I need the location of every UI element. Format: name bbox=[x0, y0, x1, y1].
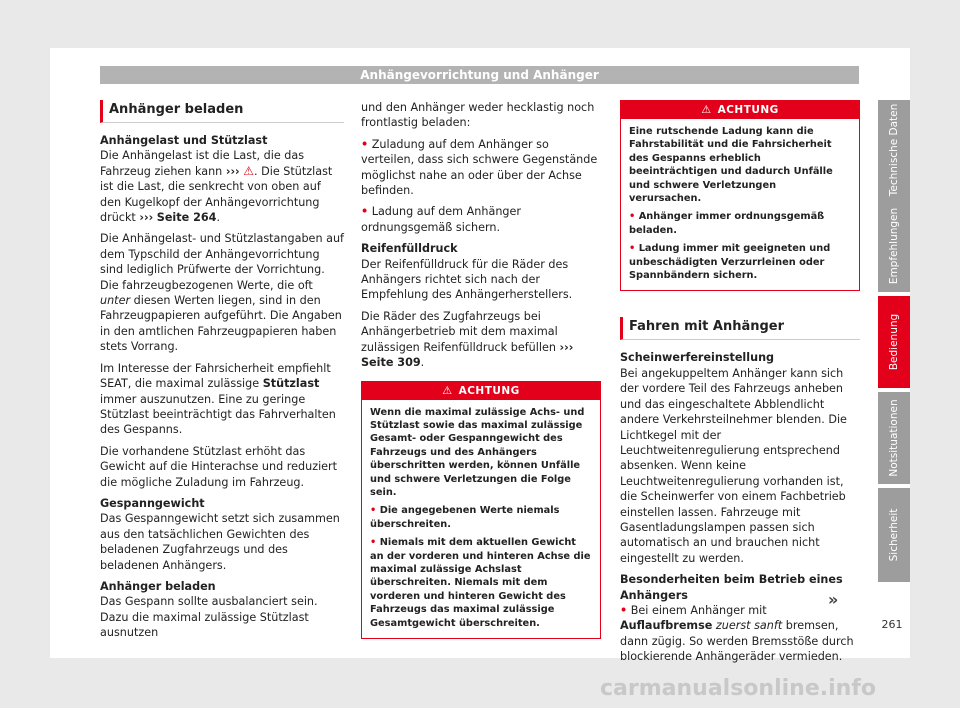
paragraph-stuetzlast bbox=[100, 361, 344, 438]
page-number: 261 bbox=[881, 618, 903, 631]
warning-box bbox=[361, 381, 601, 640]
subheading-reifenfuelldruck: Reifenfülldruck bbox=[361, 242, 458, 256]
section-title-fahren-mit-anhaenger: Fahren mit Anhänger bbox=[620, 317, 860, 340]
warning-header bbox=[362, 382, 600, 400]
paragraph-gespanngewicht: Das Gespanngewicht setzt sich zusammen aus den tatsächlichen Gewichten des beladenen Zugfahrzeugs und des beladenen Anhängers. bbox=[100, 512, 340, 572]
text: Bei einem Anhänger mit bbox=[630, 603, 767, 617]
emphasis: unter bbox=[100, 294, 131, 308]
subheading-gespanngewicht: Gespanngewicht bbox=[100, 496, 205, 510]
warning-bullet bbox=[370, 504, 592, 531]
subheading-anhaengelast: Anhängelast und Stützlast bbox=[100, 134, 268, 147]
paragraph-anhaengelast: Die Anhängelast ist die Last, die das Fahrzeug ziehen kann ››› ⚠. Die Stützlast ist die Last, die senkrecht von oben auf den Kugelkopf der Anhängevorrichtung drückt ››› Seite 264. bbox=[100, 149, 333, 225]
text: immer auszunutzen. Eine zu geringe Stützlast beeinträchtigt das Fahrverhalten des Gespanns. bbox=[100, 392, 336, 437]
paragraph-scheinwerfer: Bei angekuppeltem Anhänger kann sich der vordere Teil des Fahrzeugs anheben und das eingeschaltete Abblendlicht andere Verkehrsteilnehmer blenden. Die Lichtkegel mit der Leuchtweitenregulierung entsprechend absenken. Wenn keine Leuchtweitenregulierung vorhanden ist, die Scheinwerfer von einem Fachbetrieb einstellen lassen. Fahrzeuge mit Gasentladungslampen passen sich automatisch an und brauchen nicht eingestellt zu werden. bbox=[620, 366, 847, 565]
paragraph-zugfahrzeug: Die Räder des Zugfahrzeugs bei Anhängerbetrieb mit dem maximal zulässigen Reifenfülldruck befüllen ››› Seite 309. bbox=[361, 309, 574, 370]
text: diesen Werten liegen, sind in den Fahrzeugpapieren aufgeführt. Die Angaben in den amtlichen Fahrzeugpapieren haben stets Vorrang. bbox=[100, 294, 342, 354]
bullet-icon: • bbox=[629, 211, 636, 223]
paragraph-reifenfuelldruck: Der Reifenfülldruck für die Räder des Anhängers richtet sich nach der Empfehlung des Anhängerherstellers. bbox=[361, 257, 573, 302]
paragraph-beladen: und den Anhänger weder hecklastig noch frontlastig beladen: bbox=[361, 101, 595, 130]
column-1 bbox=[100, 100, 344, 647]
tab-label: Technische Daten bbox=[888, 103, 900, 197]
warning-body bbox=[362, 400, 600, 639]
column-2 bbox=[361, 100, 601, 639]
page-reference-link[interactable]: Seite 264 bbox=[156, 211, 217, 225]
column-3 bbox=[620, 100, 860, 671]
warning-triangle-icon: ⚠ bbox=[243, 163, 254, 178]
tab-label: Sicherheit bbox=[888, 508, 900, 562]
subheading-scheinwerfer: Scheinwerfereinstellung bbox=[620, 351, 775, 365]
section-title-anhaenger-beladen: Anhänger beladen bbox=[100, 100, 344, 123]
text: Die Anhängelast- und Stützlastangaben auf dem Typschild der Anhängevorrichtung sind lediglich Prüfwerte der Vorrichtung. Die fahrzeugbezogenen Werte, die oft bbox=[100, 232, 344, 292]
tab-empfehlungen[interactable] bbox=[878, 200, 910, 292]
bullet-item bbox=[620, 603, 860, 665]
subheading-besonderheiten: Besonderheiten beim Betrieb eines Anhängers bbox=[620, 573, 843, 602]
tab-bedienung[interactable] bbox=[878, 296, 910, 388]
bullet-icon: • bbox=[361, 137, 369, 151]
chapter-header: Anhängevorrichtung und Anhänger bbox=[100, 66, 859, 84]
text: . Die Stützlast ist die Last, die senkrecht von oben auf den Kugelkopf der Anhängevorrichtung drückt bbox=[100, 164, 333, 225]
paragraph-hinterachse: Die vorhandene Stützlast erhöht das Gewicht auf die Hinterachse und reduziert die mögliche Zuladung im Fahrzeug. bbox=[100, 444, 338, 489]
bullet-icon: • bbox=[370, 537, 377, 549]
text: Im Interesse der Fahrsicherheit empfiehlt SEAT, die maximal zulässige bbox=[100, 361, 331, 391]
tab-label: Notsituationen bbox=[888, 399, 900, 477]
emphasis: zuerst sanft bbox=[715, 619, 783, 633]
warning-triangle-icon: ⚠ bbox=[701, 103, 712, 116]
bullet-icon: • bbox=[629, 243, 636, 255]
warning-title: ACHTUNG bbox=[717, 104, 779, 116]
warning-text: Wenn die maximal zulässige Achs- und Stützlast sowie das maximal zulässige Gesamt- oder Gespanngewicht des Fahrzeugs und des Anhängers überschritten werden, können Unfälle und schwere Verletzungen die Folge sein. bbox=[370, 406, 585, 498]
warning-header bbox=[621, 101, 859, 119]
tab-label: Empfehlungen bbox=[888, 207, 900, 285]
tab-technische-daten[interactable] bbox=[878, 100, 910, 200]
warning-bullet bbox=[629, 210, 851, 237]
continue-arrow-icon: » bbox=[828, 590, 839, 609]
paragraph-ausbalanciert: Das Gespann sollte ausbalanciert sein. Dazu die maximal zulässige Stützlast ausnutzen bbox=[100, 595, 318, 640]
warning-triangle-icon: ⚠ bbox=[442, 383, 453, 397]
text: Zuladung auf dem Anhänger so verteilen, dass sich schwere Gegenstände möglichst nahe an oder über der Achse befinden. bbox=[361, 137, 598, 198]
text: Ladung auf dem Anhänger ordnungsgemäß sichern. bbox=[361, 205, 521, 234]
warning-body bbox=[621, 119, 859, 290]
warning-bullet bbox=[370, 536, 592, 630]
ref-arrow: ››› bbox=[225, 164, 240, 178]
bullet-icon: • bbox=[370, 505, 377, 517]
bullet-item bbox=[361, 204, 601, 235]
page-reference-link[interactable]: Seite 309 bbox=[361, 356, 421, 370]
watermark: carmanualsonline.info bbox=[600, 676, 876, 701]
text: Ladung immer mit geeigneten und unbeschädigten Verzurrleinen oder Spannbändern sichern. bbox=[629, 243, 831, 282]
text: bremsen, dann zügig. So werden Bremsstöße durch blockierende Anhängeräder vermieden. bbox=[620, 619, 854, 664]
text: Die Anhängelast ist die Last, die das Fahrzeug ziehen kann bbox=[100, 149, 305, 178]
paragraph-typschild bbox=[100, 231, 344, 354]
tab-label: Bedienung bbox=[888, 313, 900, 371]
tab-notsituationen[interactable] bbox=[878, 392, 910, 484]
bullet-icon: • bbox=[361, 205, 369, 219]
warning-box bbox=[620, 100, 860, 291]
text: Niemals mit dem aktuellen Gewicht an der vorderen und hinteren Achse die maximal zulässige Achslast überschreiten. Niemals mit dem vorderen und hinteren Gewicht des Fahrzeugs das maximal zulässige Gesamtgewicht überschreiten. bbox=[370, 537, 591, 629]
ref-arrow: ››› bbox=[559, 340, 574, 354]
text: Die angegebenen Werte niemals überschreiten. bbox=[370, 505, 560, 530]
text: Die Räder des Zugfahrzeugs bei Anhängerbetrieb mit dem maximal zulässigen Reifenfülldruck befüllen bbox=[361, 309, 558, 354]
warning-bullet bbox=[629, 242, 851, 282]
bullet-item bbox=[361, 137, 601, 199]
bullet-icon: • bbox=[620, 603, 628, 617]
tab-sicherheit[interactable] bbox=[878, 488, 910, 582]
ref-arrow: ››› bbox=[139, 211, 154, 225]
text: Anhänger immer ordnungsgemäß beladen. bbox=[629, 211, 825, 236]
bold-term: Auflaufbremse bbox=[620, 619, 713, 633]
warning-text: Eine rutschende Ladung kann die Fahrstabilität und die Fahrsicherheit des Gespanns erheblich beeinträchtigen und dadurch Unfälle und schwere Verletzungen verursachen. bbox=[629, 126, 833, 205]
warning-title: ACHTUNG bbox=[458, 384, 520, 397]
subheading-anhaenger-beladen: Anhänger beladen bbox=[100, 579, 216, 593]
bold-term: Stützlast bbox=[262, 377, 320, 391]
